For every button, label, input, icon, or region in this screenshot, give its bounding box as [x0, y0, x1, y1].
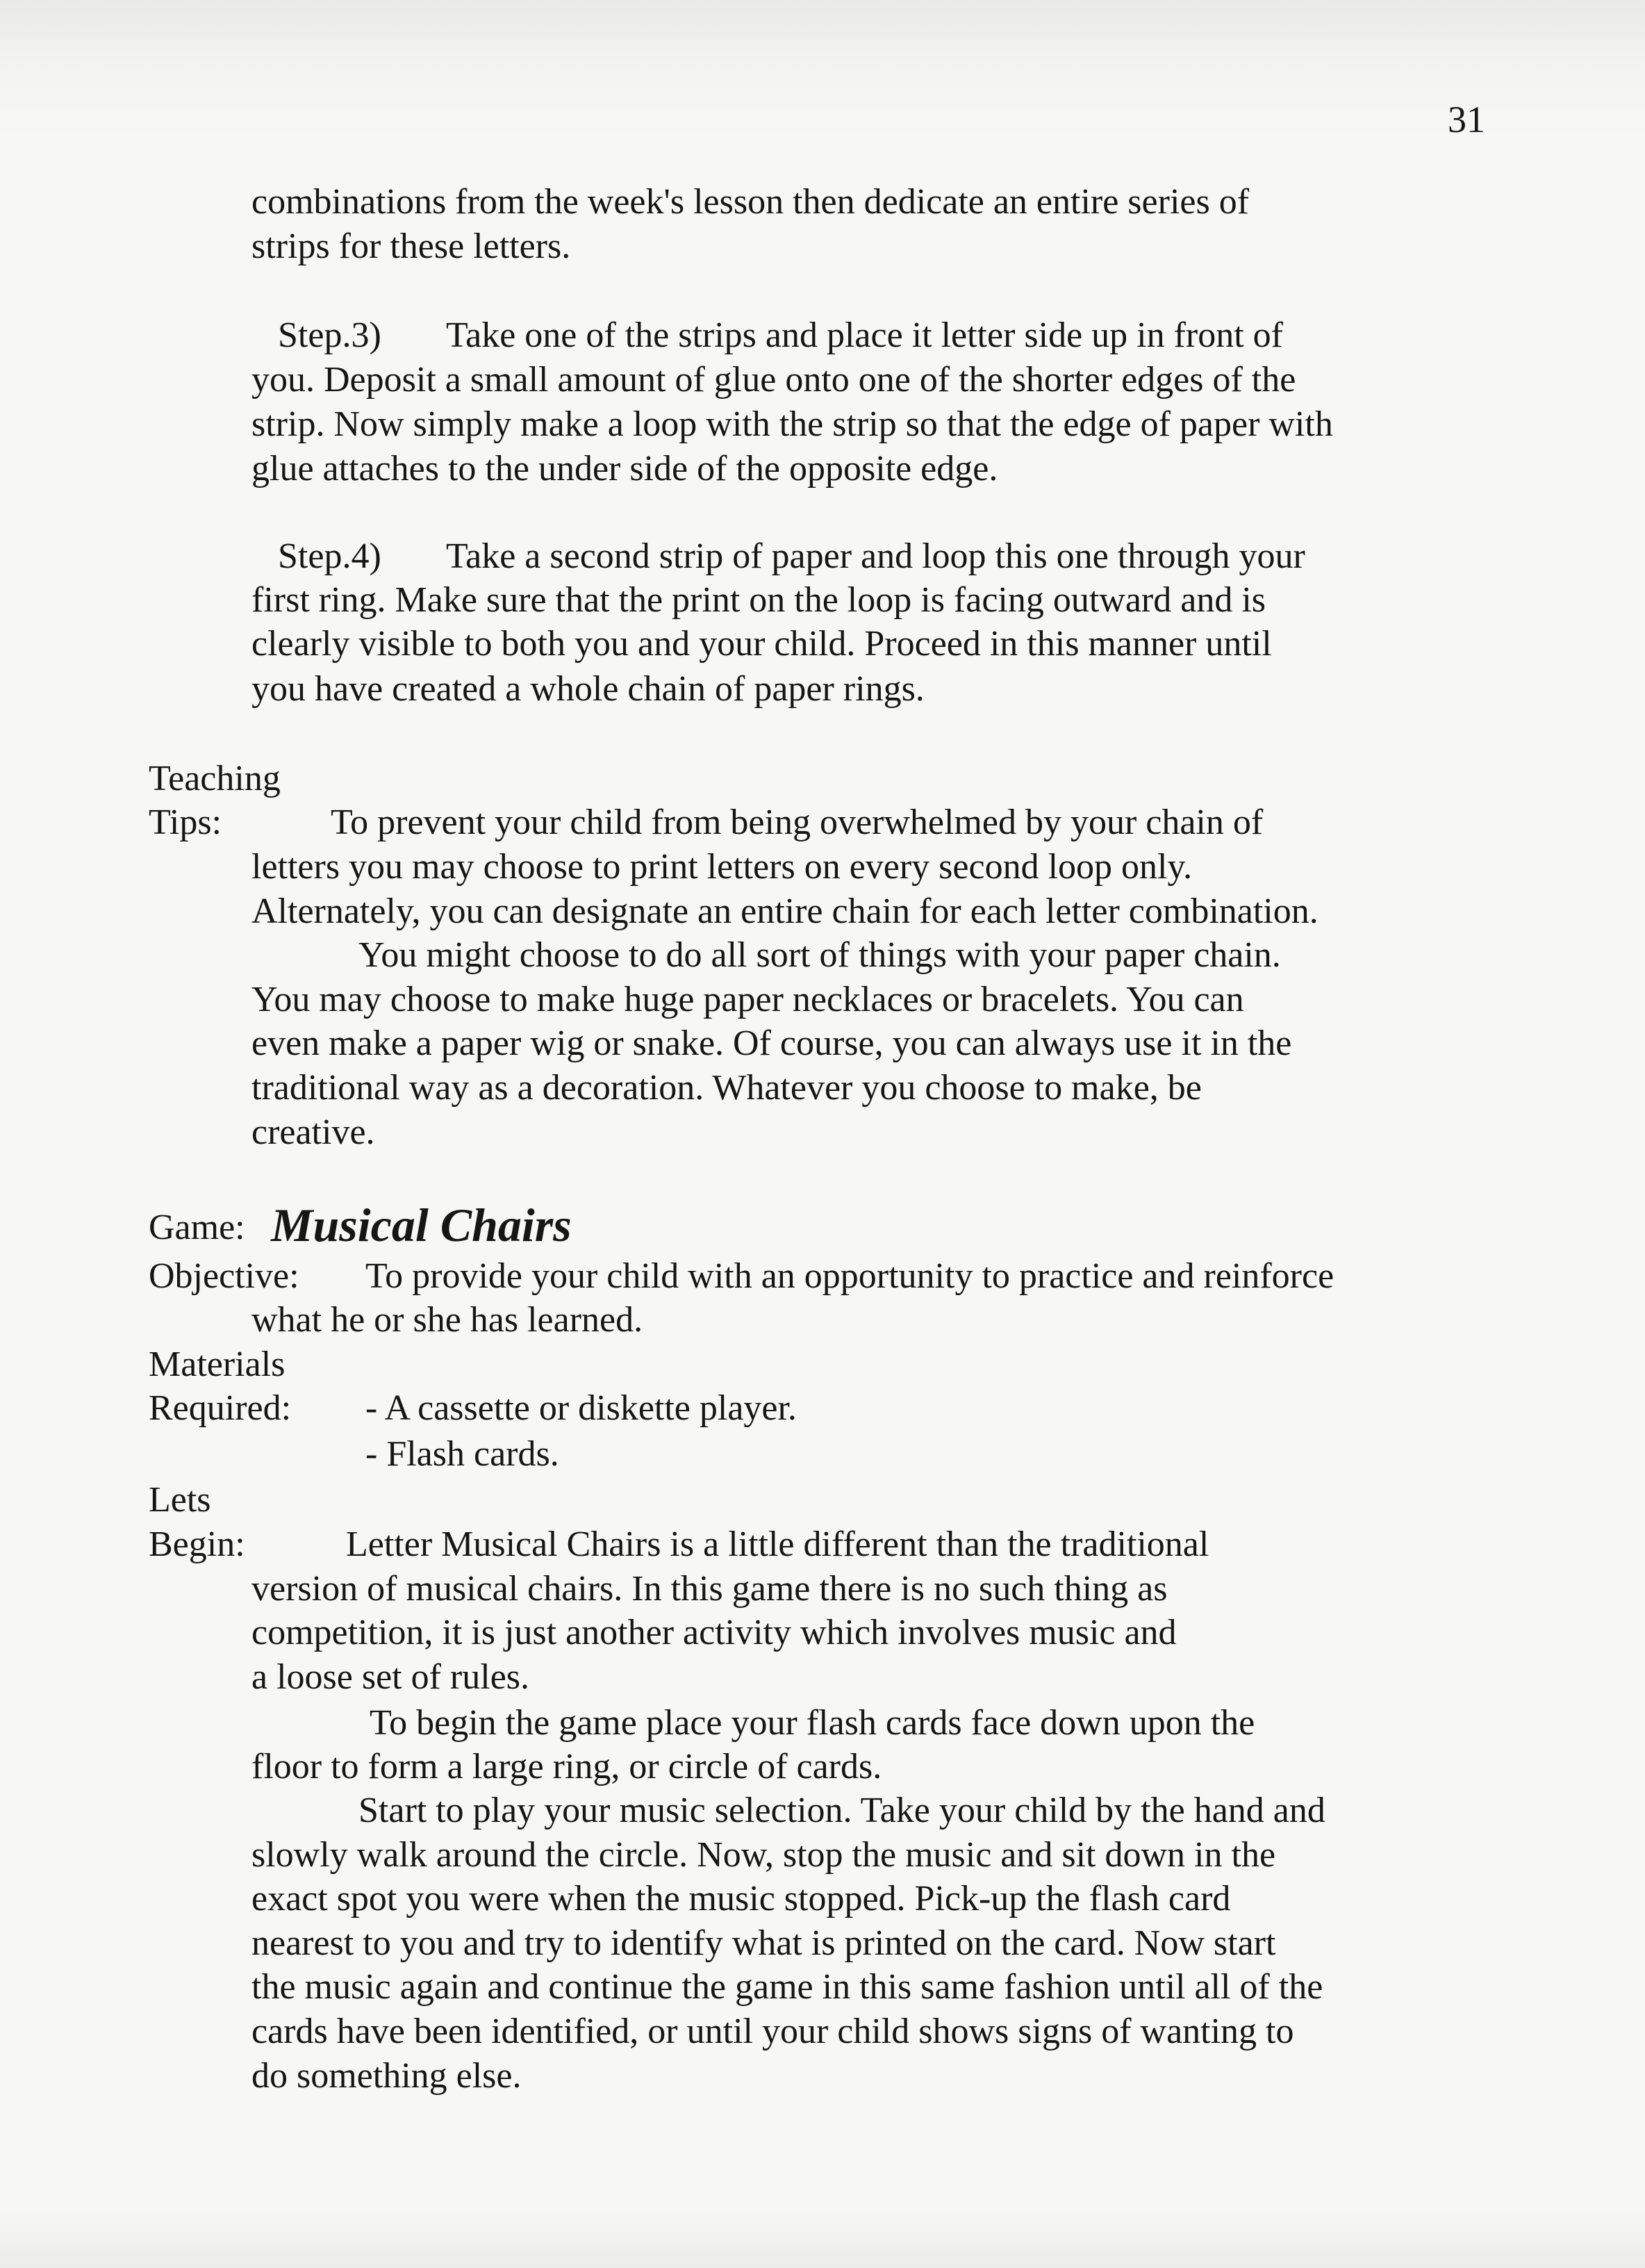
- begin-line: Start to play your music selection. Take your child by the hand and: [358, 1791, 1325, 1830]
- tips-line: You might choose to do all sort of things with your paper chain.: [358, 935, 1281, 975]
- intro-line: strips for these letters.: [251, 227, 571, 266]
- tips-line: letters you may choose to print letters on every second loop only.: [251, 847, 1193, 887]
- tips-line: You may choose to make huge paper necklaces or bracelets. You can: [251, 980, 1244, 1019]
- step3-label: Step.3): [278, 315, 381, 355]
- tips-label: Tips:: [149, 803, 222, 842]
- begin-line: Letter Musical Chairs is a little different than the traditional: [346, 1525, 1209, 1564]
- materials-item: - Flash cards.: [365, 1434, 559, 1474]
- begin-line: exact spot you were when the music stopped. Pick-up the flash card: [251, 1879, 1231, 1918]
- step4-line: you have created a whole chain of paper rings.: [251, 669, 925, 709]
- begin-line: do something else.: [251, 2056, 522, 2096]
- begin-line: competition, it is just another activity which involves music and: [251, 1613, 1177, 1652]
- game-title: Musical Chairs: [271, 1199, 572, 1251]
- page-number: 31: [1448, 99, 1485, 140]
- begin-line: version of musical chairs. In this game there is no such thing as: [251, 1569, 1168, 1609]
- step3-line: glue attaches to the under side of the opposite edge.: [251, 449, 998, 488]
- materials-item: - A cassette or diskette player.: [365, 1388, 797, 1428]
- step3-line: strip. Now simply make a loop with the strip so that the edge of paper with: [251, 404, 1333, 444]
- step4-line: Take a second strip of paper and loop this one through your: [446, 536, 1305, 576]
- begin-line: slowly walk around the circle. Now, stop the music and sit down in the: [251, 1835, 1276, 1875]
- materials-label: Materials: [149, 1345, 286, 1384]
- begin-line: the music again and continue the game in this same fashion until all of the: [251, 1967, 1323, 2007]
- step4-line: clearly visible to both you and your child. Proceed in this manner until: [251, 624, 1272, 664]
- objective-line: To provide your child with an opportunity to practice and reinforce: [365, 1256, 1334, 1296]
- begin-label: Begin:: [149, 1525, 245, 1564]
- tips-line: creative.: [251, 1112, 375, 1152]
- tips-line: Alternately, you can designate an entire chain for each letter combination.: [251, 891, 1319, 931]
- begin-line: a loose set of rules.: [251, 1657, 530, 1697]
- teaching-label: Teaching: [149, 759, 281, 798]
- step3-line: Take one of the strips and place it letter side up in front of: [446, 315, 1283, 355]
- objective-line: what he or she has learned.: [251, 1300, 643, 1340]
- begin-line: floor to form a large ring, or circle of cards.: [251, 1747, 882, 1786]
- tips-line: even make a paper wig or snake. Of course, you can always use it in the: [251, 1024, 1292, 1063]
- step4-label: Step.4): [278, 536, 381, 576]
- intro-line: combinations from the week's lesson then dedicate an entire series of: [251, 182, 1250, 222]
- begin-line: To begin the game place your flash cards face down upon the: [370, 1703, 1255, 1743]
- tips-line: To prevent your child from being overwhelmed by your chain of: [331, 803, 1264, 842]
- required-label: Required:: [149, 1388, 292, 1428]
- step3-line: you. Deposit a small amount of glue onto one of the shorter edges of the: [251, 360, 1296, 400]
- step4-line: first ring. Make sure that the print on the loop is facing outward and is: [251, 580, 1266, 620]
- begin-line: nearest to you and try to identify what is printed on the card. Now start: [251, 1923, 1276, 1963]
- game-label: Game:: [149, 1208, 245, 1247]
- begin-line: cards have been identified, or until your child shows signs of wanting to: [251, 2012, 1294, 2051]
- tips-line: traditional way as a decoration. Whatever you choose to make, be: [251, 1068, 1202, 1108]
- lets-label: Lets: [149, 1480, 211, 1520]
- objective-label: Objective:: [149, 1256, 299, 1296]
